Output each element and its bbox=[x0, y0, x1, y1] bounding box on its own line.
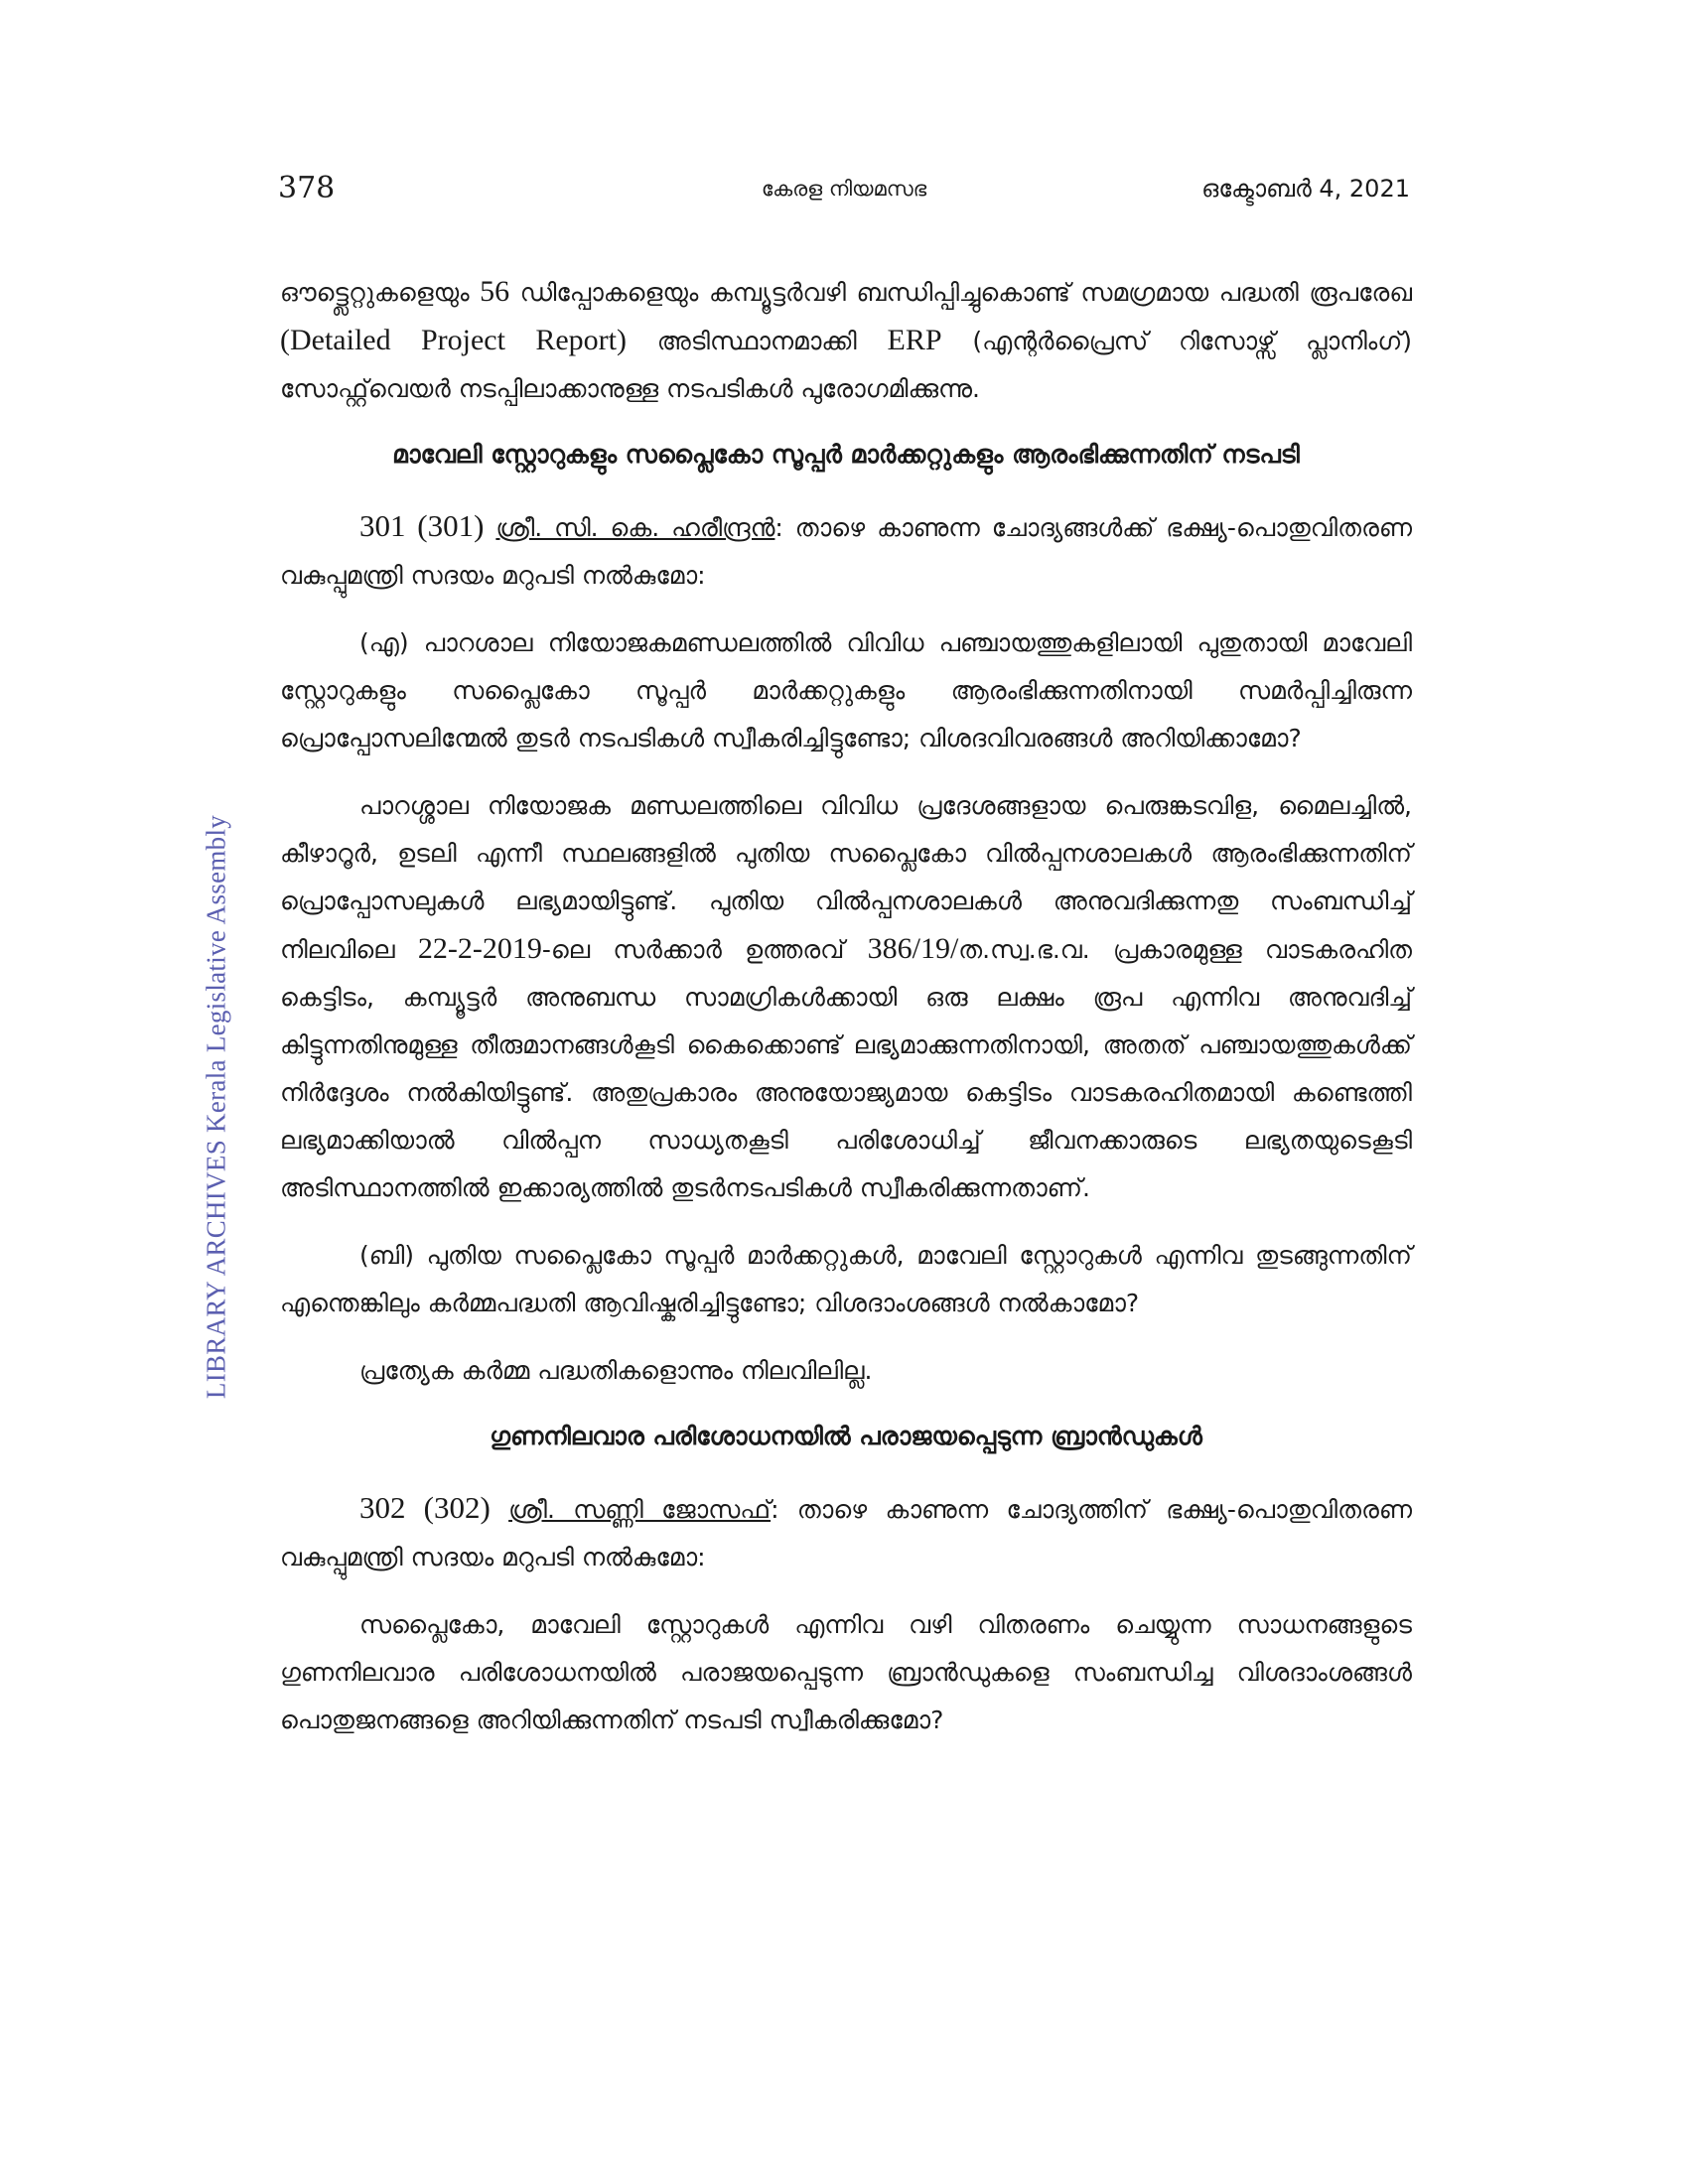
question-a: (എ) പാറശാല നിയോജകമണ്ഡലത്തിൽ വിവിധ പഞ്ചായത്തുകളിലായി പുതുതായി മാവേലി സ്റ്റോറുകളും സപ്ലൈകോ സൂപ്പർ മാർക്കറ്റുകളും ആരംഭിക്കുന്നതിനായി സമർപ്പിച്ചിരുന്ന പ്രൊപ്പോസലിന്മേൽ തുടർ നടപടികൾ സ്വീകരിച്ചിട്ടുണ്ടോ; വിശദവിവരങ്ങൾ അറിയിക്കാമോ? bbox=[280, 628, 1412, 752]
question-text: സപ്ലൈകോ, മാവേലി സ്റ്റോറുകൾ എന്നിവ വഴി വിതരണം ചെയ്യുന്ന സാധനങ്ങളുടെ ഗുണനിലവാര പരിശോധനയിൽ പരാജയപ്പെടുന്ന ബ്രാൻഡുകളെ സംബന്ധിച്ച വിശദാംശങ്ങൾ പൊതുജനങ്ങളെ അറിയിക്കുന്നതിന് നടപടി സ്വീകരിക്കുമോ? bbox=[280, 1610, 1412, 1734]
page-number: 378 bbox=[278, 171, 336, 205]
question-intro bbox=[280, 1484, 1412, 1581]
library-archives-watermark: LIBRARY ARCHIVES Kerala Legislative Assembly bbox=[201, 814, 231, 1400]
order-number: 386/19/ bbox=[867, 932, 959, 965]
order-date: 22-2-2019 bbox=[417, 932, 542, 965]
text-run: പാറശ്ശാല നിയോജക മണ്ഡലത്തിലെ വിവിധ പ്രദേശങ്ങളായ പെരുങ്കടവിള, മൈലച്ചിൽ, കീഴാറൂർ, ഉടലി എന്നീ സ്ഥലങ്ങളിൽ പുതിയ സപ്ലൈകോ വിൽപ്പനശാലകൾ ആരംഭിക്കുന്നതിന് പ്രൊപ്പോസലുകൾ ലഭ്യമായിട്ടുണ്ട്. പുതിയ വിൽപ്പനശാലകൾ അനുവദിക്കുന്നതു സംബന്ധിച്ച് നിലവിലെ bbox=[280, 791, 1412, 964]
running-title: കേരള നിയമസഭ bbox=[761, 177, 927, 201]
text-run: ത.സ്വ.ഭ.വ. പ്രകാരമുള്ള വാടകരഹിത കെട്ടിടം, കമ്പ്യൂട്ടർ അനുബന്ധ സാമഗ്രികൾക്കായി ഒരു ലക്ഷം രൂപ എന്നിവ അനുവദിച്ച് കിട്ടുന്നതിനുമുള്ള തീരുമാനങ്ങൾകൂടി കൈക്കൊണ്ട് ലഭ്യമാക്കുന്നതിനായി, അതത് പഞ്ചായത്തുകൾക്ക് നിർദ്ദേശം നൽകിയിട്ടുണ്ട്. അതുപ്രകാരം അനുയോജ്യമായ കെട്ടിടം വാടകരഹിതമായി കണ്ടെത്തി ലഭ്യമാക്കിയാൽ വിൽപ്പന സാധ്യതകൂടി പരിശോധിച്ച് ജീവനക്കാരുടെ ലഭ്യതയുടെകൂടി അടിസ്ഥാനത്തിൽ ഇക്കാര്യത്തിൽ തുടർനടപടികൾ സ്വീകരിക്കുന്നതാണ്. bbox=[280, 935, 1412, 1202]
header-date: ഒക്ടോബർ 4, 2021 bbox=[1201, 175, 1410, 203]
question-intro-text: : താഴെ കാണുന്ന ചോദ്യങ്ങൾക്ക് ഭക്ഷ്യ-പൊതുവിതരണ വകുപ്പുമന്ത്രി സദയം മറുപടി നൽകുമോ: bbox=[280, 513, 1412, 590]
page-header bbox=[278, 171, 1410, 214]
text-run: ഔട്ട്ലെറ്റുകളെയും bbox=[280, 278, 481, 307]
english-term: (Detailed Project Report) bbox=[280, 324, 627, 356]
number-run: 56 bbox=[480, 275, 510, 308]
section-heading: മാവേലി സ്റ്റോറുകളും സപ്ലൈകോ സൂപ്പർ മാർക്കറ്റുകളും ആരംഭിക്കുന്നതിന് നടപടി bbox=[392, 440, 1300, 469]
question-intro bbox=[280, 502, 1412, 600]
english-term: ERP bbox=[887, 324, 942, 356]
question-b: (ബി) പുതിയ സപ്ലൈകോ സൂപ്പർ മാർക്കറ്റുകൾ, മാവേലി സ്റ്റോറുകൾ എന്നിവ തുടങ്ങുന്നതിന് എന്തെങ്കിലും കർമ്മപദ്ധതി ആവിഷ്കരിച്ചിട്ടുണ്ടോ; വിശദാംശങ്ങൾ നൽകാമോ? bbox=[280, 1241, 1412, 1317]
text-run: -ലെ സർക്കാർ ഉത്തരവ് bbox=[541, 935, 868, 964]
text-run: അടിസ്ഥാനമാക്കി bbox=[626, 327, 888, 355]
member-name: ശ്രീ. സണ്ണി ജോസഫ് bbox=[508, 1495, 772, 1524]
question-number: 301 (301) bbox=[359, 508, 485, 543]
text-run: ഡിപ്പോകളെയും കമ്പ്യൂട്ടർവഴി ബന്ധിപ്പിച്ചുകൊണ്ട് സമഗ്രമായ പദ്ധതി രൂപരേഖ bbox=[509, 278, 1412, 307]
question-intro-text: : താഴെ കാണുന്ന ചോദ്യത്തിന് ഭക്ഷ്യ-പൊതുവിതരണ വകുപ്പുമന്ത്രി സദയം മറുപടി നൽകുമോ: bbox=[280, 1495, 1412, 1571]
answer-b: പ്രത്യേക കർമ്മ പദ്ധതികളൊന്നും നിലവിലില്ല. bbox=[359, 1356, 873, 1385]
member-name: ശ്രീ. സി. കെ. ഹരീന്ദ്രൻ bbox=[495, 513, 775, 542]
question-number: 302 (302) bbox=[359, 1490, 491, 1525]
continuation-paragraph bbox=[280, 268, 1412, 413]
document-body bbox=[280, 268, 1412, 1764]
text-run: (എന്റർപ്രൈസ് റിസോഴ്സ് പ്ലാനിംഗ്) സോഫ്റ്റ്‌വെയർ നടപ്പിലാക്കാനുള്ള നടപടികൾ പുരോഗമിക്കുന്നു. bbox=[280, 327, 1412, 403]
answer-a bbox=[280, 782, 1412, 1212]
section-heading: ഗുണനിലവാര പരിശോധനയിൽ പരാജയപ്പെടുന്ന ബ്രാൻഡുകൾ bbox=[490, 1422, 1202, 1450]
